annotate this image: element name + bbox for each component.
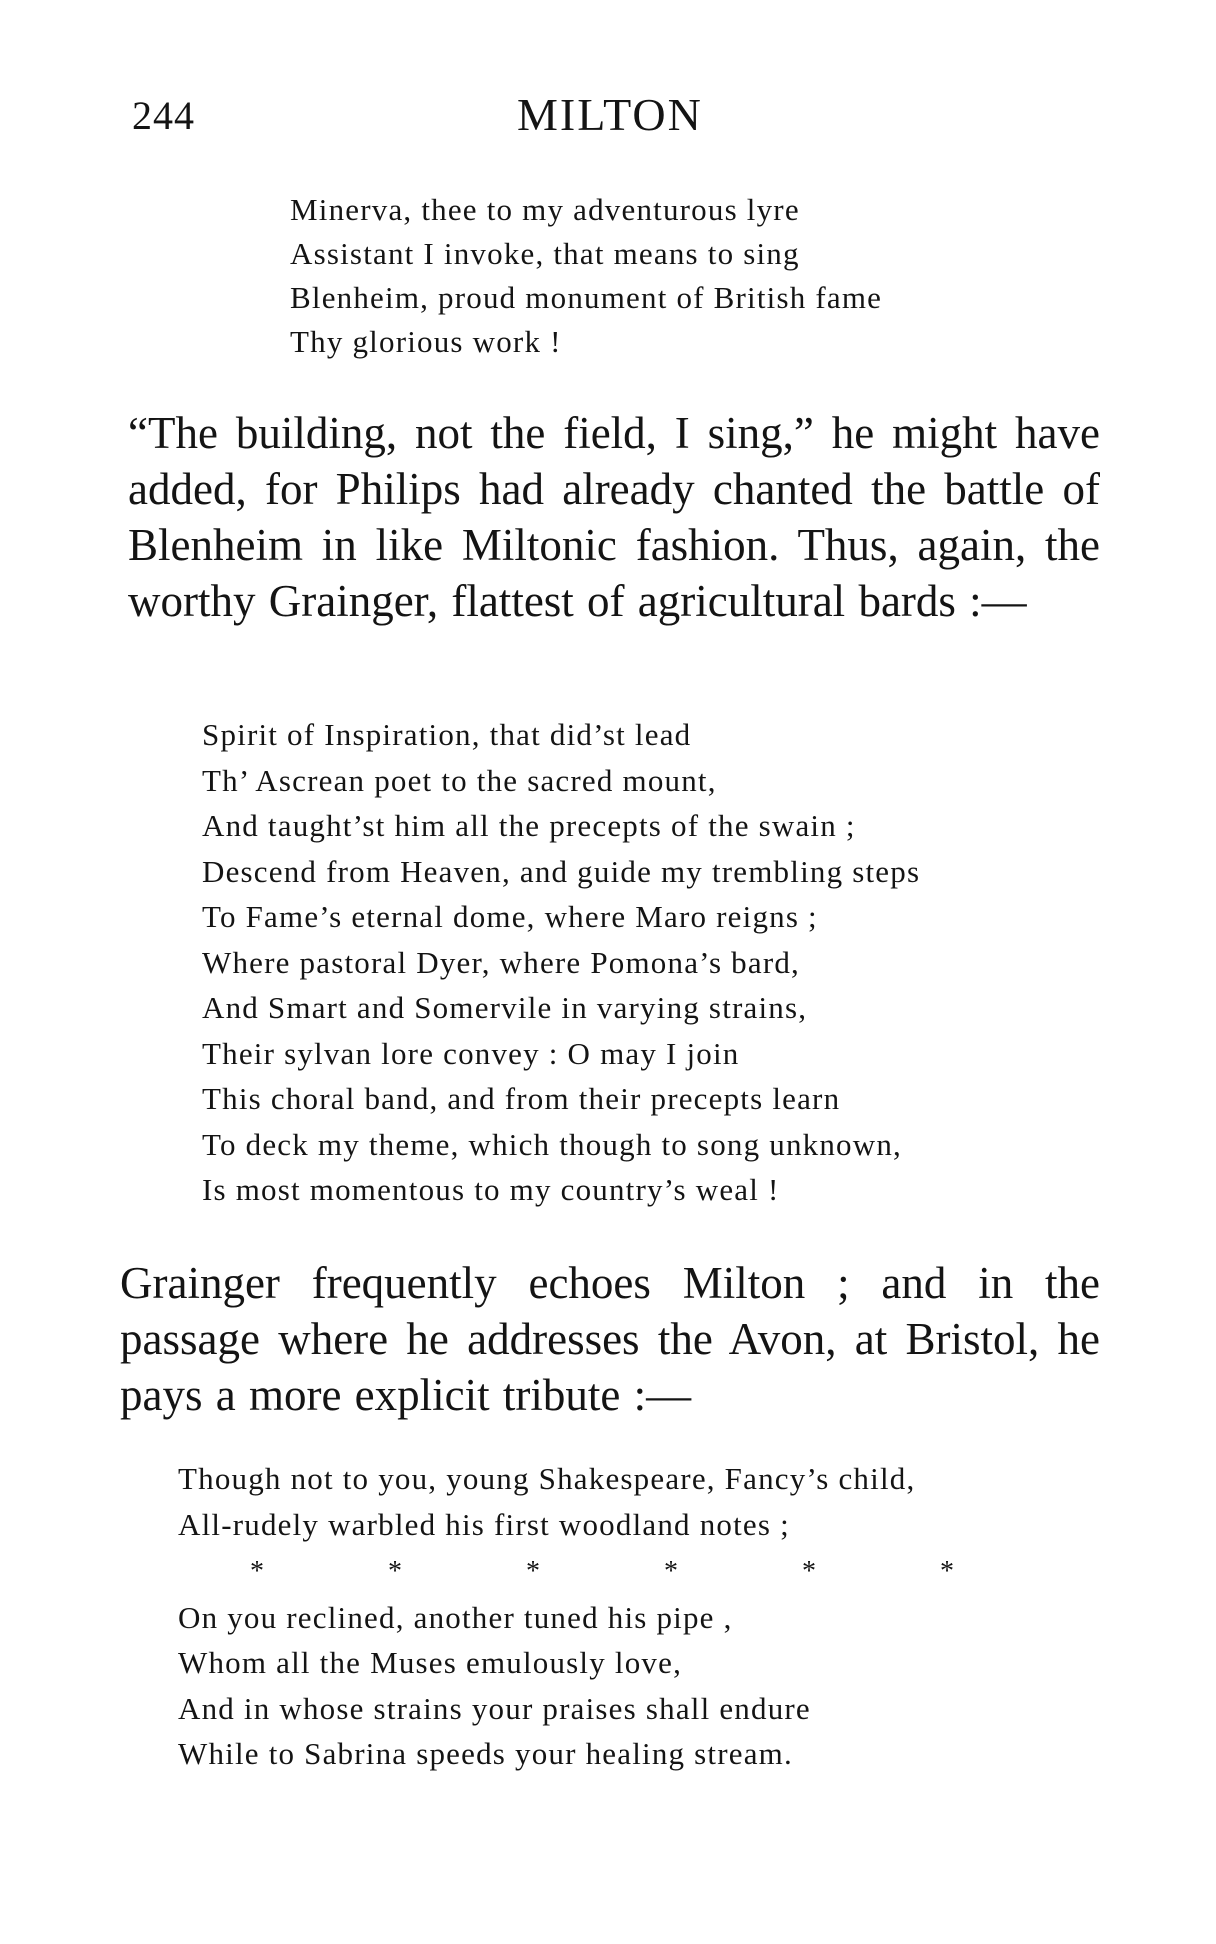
verse-line: Minerva, thee to my adventurous lyre — [290, 192, 800, 227]
verse-line: Thy glorious work ! — [290, 324, 562, 359]
body-paragraph: “The building, not the field, I sing,” he might have added, for Philips had already chanted the battle of Blenheim in like Miltonic fashion. Thus, again, the worthy Grainger, flattest of agricultural bards :— — [128, 408, 1100, 626]
verse-line: Descend from Heaven, and guide my trembling steps — [202, 853, 921, 889]
running-head — [132, 89, 1112, 152]
page-number: 244 — [132, 93, 195, 138]
asterisk: * — [388, 1556, 404, 1587]
ellipsis-stars — [178, 1547, 1078, 1595]
verse-line: And in whose strains your praises shall endure — [178, 1690, 811, 1726]
verse-quote-shakespeare — [178, 1456, 1078, 1777]
verse-line: Th’ Ascrean poet to the sacred mount, — [202, 762, 717, 798]
verse-line: Whom all the Muses emulously love, — [178, 1645, 683, 1680]
verse-line: And Smart and Somervile in varying strains, — [202, 990, 808, 1025]
asterisk: * — [802, 1556, 818, 1587]
verse-line: Assistant I invoke, that means to sing — [290, 236, 800, 271]
verse-quote-spirit-of-inspiration — [202, 712, 920, 1213]
verse-line: Blenheim, proud monument of British fame — [290, 280, 883, 315]
verse-line: Is most momentous to my country’s weal ! — [202, 1172, 780, 1207]
verse-quote-minerva — [290, 188, 882, 364]
verse-line: To Fame’s eternal dome, where Maro reigns ; — [202, 899, 818, 934]
verse-line: Where pastoral Dyer, where Pomona’s bard, — [202, 944, 801, 980]
verse-line: All-rudely warbled his first woodland notes ; — [178, 1506, 790, 1542]
verse-line: This choral band, and from their precepts learn — [202, 1081, 841, 1116]
verse-line: While to Sabrina speeds your healing stream. — [178, 1736, 793, 1771]
body-paragraph: Grainger frequently echoes Milton ; and in the passage where he addresses the Avon, at Bristol, he pays a more explicit tribute :— — [120, 1258, 1100, 1420]
asterisk: * — [250, 1556, 266, 1587]
running-title: MILTON — [517, 89, 703, 140]
verse-line: To deck my theme, which though to song unknown, — [202, 1126, 902, 1162]
verse-line: On you reclined, another tuned his pipe , — [178, 1599, 733, 1635]
verse-line: Spirit of Inspiration, that did’st lead — [202, 717, 692, 752]
verse-line: Their sylvan lore convey : O may I join — [202, 1035, 740, 1071]
asterisk: * — [526, 1556, 542, 1587]
verse-line: Though not to you, young Shakespeare, Fancy’s child, — [178, 1461, 916, 1496]
asterisk: * — [664, 1556, 680, 1587]
asterisk: * — [940, 1556, 956, 1587]
verse-line: And taught’st him all the precepts of the swain ; — [202, 808, 856, 843]
